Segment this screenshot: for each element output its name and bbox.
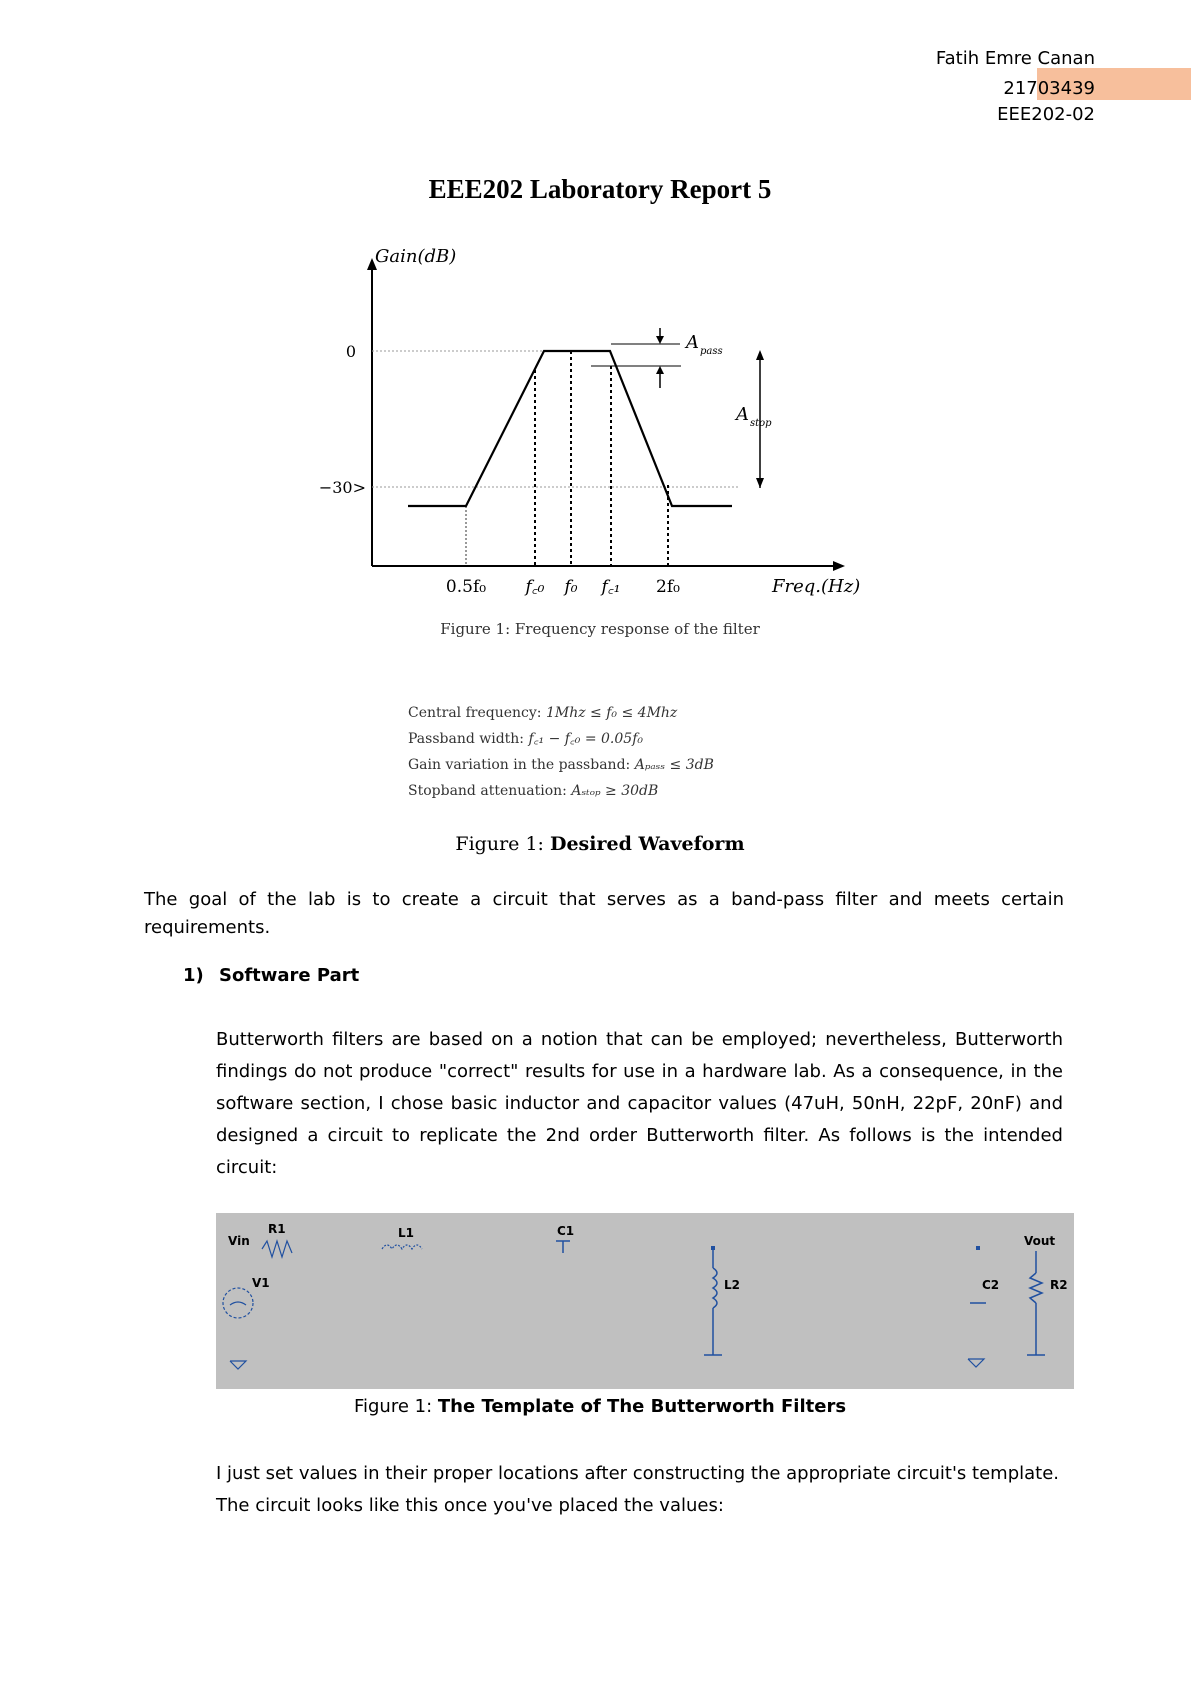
vin-label: Vin — [228, 1234, 250, 1248]
course-code: EEE202-02 — [997, 104, 1095, 125]
section-title: Software Part — [219, 965, 360, 986]
ground-icon — [968, 1359, 984, 1367]
r2-resistor-icon — [1030, 1273, 1042, 1303]
x-tick-2f0: 2f₀ — [656, 577, 680, 597]
y-axis-label: Gain(dB) — [375, 246, 457, 267]
astop-arrowhead-down-icon — [756, 478, 764, 488]
frequency-response-figure — [300, 240, 900, 620]
c1-label: C1 — [557, 1224, 575, 1238]
requirement-item — [408, 752, 714, 778]
requirement-item — [408, 778, 714, 804]
figure2-caption — [0, 1396, 1200, 1417]
figure2-caption-title: The Template of The Butterworth Filters — [437, 1396, 847, 1417]
circuit-template-figure — [216, 1213, 1074, 1389]
closing-paragraph: I just set values in their proper locations after constructing the appropriate circuit's template. The circuit looks like this once you've placed the values: — [216, 1463, 1060, 1516]
requirement-expr: f꜀₁ − f꜀₀ = 0.05f₀ — [528, 731, 643, 747]
r1-label: R1 — [268, 1222, 286, 1236]
c2-node — [976, 1246, 980, 1250]
x-tick-fc1: f꜀₁ — [601, 577, 621, 597]
l2-node — [711, 1246, 715, 1250]
software-paragraph: Butterworth filters are based on a notion that can be employed; nevertheless, Butterworth findings do not produce "correct" results for use in a hardware lab. As a consequence, in the software section, I chose basic inductor and capacitor values (47uH, 50nH, 22pF, 20nF) and designed a circuit to replicate the 2nd order Butterworth filter. As follows is the intended circuit: — [216, 1029, 1063, 1178]
page-title: EEE202 Laboratory Report 5 — [428, 174, 772, 204]
l1-label: L1 — [398, 1226, 414, 1240]
section-number: 1) — [183, 965, 204, 986]
requirements-list — [408, 700, 714, 804]
requirement-label: Stopband attenuation: — [408, 783, 567, 799]
r2-label: R2 — [1050, 1278, 1068, 1292]
astop-arrowhead-up-icon — [756, 350, 764, 360]
student-id: 21703439 — [1003, 78, 1095, 99]
v1-wave — [230, 1302, 246, 1305]
y-tick-neg30: −30> — [318, 478, 366, 497]
l2-label: L2 — [724, 1278, 740, 1292]
requirement-expr: 1Mhz ≤ f₀ ≤ 4Mhz — [545, 705, 678, 721]
requirement-item — [408, 726, 714, 752]
v1-source-icon — [223, 1288, 253, 1318]
figure1-inner-caption: Figure 1: Frequency response of the filter — [440, 620, 760, 638]
section-heading — [183, 965, 359, 986]
figure1-caption-title: Desired Waveform — [549, 833, 745, 855]
l1-inductor-icon — [382, 1245, 422, 1249]
requirement-label: Gain variation in the passband: — [408, 757, 631, 773]
circuit-schematic — [216, 1213, 1074, 1389]
x-axis-arrow-icon — [833, 561, 845, 571]
figure1-caption-prefix: Figure 1: — [455, 833, 550, 855]
apass-subscript: pass — [700, 346, 723, 357]
author-name: Fatih Emre Canan — [935, 48, 1095, 69]
vout-label: Vout — [1024, 1234, 1056, 1248]
requirement-label: Passband width: — [408, 731, 525, 747]
figure1-caption — [0, 833, 1200, 855]
x-axis-label: Freq.(Hz) — [772, 576, 861, 597]
c2-label: C2 — [982, 1278, 1000, 1292]
x-tick-f0: f₀ — [564, 577, 578, 597]
apass-arrowhead-down-icon — [656, 336, 664, 344]
l2-inductor-icon — [713, 1268, 717, 1308]
figure2-caption-prefix: Figure 1: — [353, 1396, 438, 1417]
astop-subscript: stop — [750, 418, 772, 429]
requirement-item — [408, 700, 714, 726]
requirement-expr: Aₚₐₛₛ ≤ 3dB — [634, 757, 714, 773]
ground-icon — [230, 1361, 246, 1369]
apass-arrowhead-up-icon — [656, 366, 664, 374]
apass-label: A — [686, 332, 699, 353]
intro-paragraph: The goal of the lab is to create a circuit that serves as a band-pass filter and meets certain requirements. — [144, 889, 1064, 938]
requirement-expr: Aₛₜₒₚ ≥ 30dB — [571, 783, 659, 799]
r1-resistor-icon — [262, 1241, 292, 1257]
y-tick-zero: 0 — [345, 342, 356, 361]
astop-label: A — [736, 404, 749, 425]
requirement-label: Central frequency: — [408, 705, 542, 721]
response-curve — [408, 351, 732, 506]
v1-label: V1 — [252, 1276, 270, 1290]
x-tick-fc0: f꜀₀ — [525, 577, 545, 597]
x-tick-0p5f0: 0.5f₀ — [445, 577, 487, 597]
